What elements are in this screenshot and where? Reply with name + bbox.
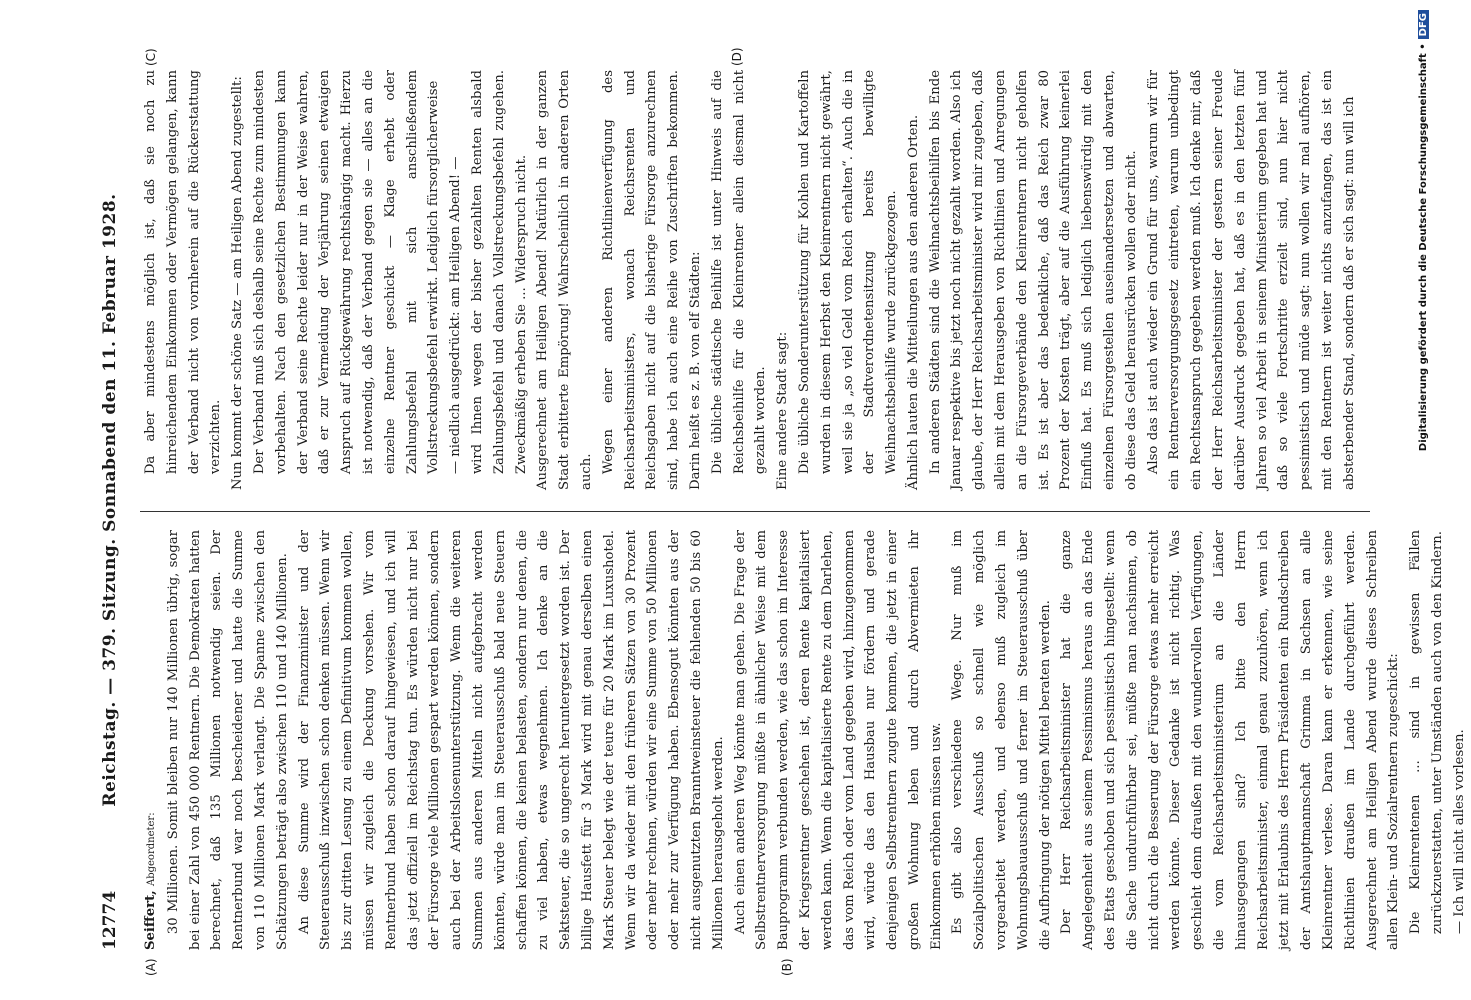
right-column [140,70,1370,490]
funding-note [1418,10,1432,990]
column-divider [140,511,1370,512]
quote-paragraph: wird Ihnen wegen der bisher gezahlten Renten alsbald Zahlungsbefehl und danach Vollstreckungsbefehl zugehen. Zweckmäßig erheben Sie ... Widerspruch nicht. [469,70,529,475]
speaker-name: Seiffert, [143,890,158,950]
dfg-logo: DFG [1418,10,1429,39]
paragraph: An diese Summe wird der Finanzminister und der Steuerausschuß inzwischen schon denken müssen. Wenn wir bis zur dritten Lesung zu einem Definitivum kommen wollen, müssen wir zugleich die Deckung vorsehen. Wir vom Rentnerbund haben schon darauf hingewiesen, und ich will das jetzt offiziell im Reichstag tun. Es würden nicht nur bei der Fürsorge viele Millionen gespart werden können, sondern auch bei der Arbeitslosenunterstützung. Wenn die weiteren Summen aus anderen Mitteln nicht aufgebracht werden könnten, würde man im Steuerausschuß bald neue Steuern schaffen können, die keinen belasten, sondern nur denen, die zu viel haben, etwas wegnehmen. Ich denke an die Sektsteuer, die so ungerecht heruntergesetzt worden ist. Der billige Hausfett für 3 Mark wird mit genau derselben einen Mark Steuer belegt wie der teure für 20 Mark im Luxushotel. Wenn wir da wieder mit den früheren Sätzen von 30 Prozent oder mehr rechnen, würden wir eine Summe von 50 Millionen oder mehr zur Verfügung haben. Ebensogut könnten aus der nicht ausgenutzten Branntweinsteuer die fehlenden 50 bis 60 Millionen herausgeholt werden. [296,530,726,950]
paragraph: — niedlich ausgedrückt: am Heiligen Abend! — [448,156,464,475]
quote-paragraph: Die Kleinrentenen ... sind in gewissen Fällen zurückzuerstatten, unter Umständen auch von den Kindern. [1408,530,1446,935]
paragraph: — Ich will nicht alles vorlesen. [1451,729,1467,935]
funding-note-text: Digitalisierung gefördert durch die Deutsche Forschungsgemeinschaft • [1418,43,1429,452]
paragraph: Eine andere Stadt sagt: [775,331,791,490]
paragraph: Ähnlich lauten die Mitteilungen aus den anderen Orten. [905,114,921,490]
page-number: 12774 [100,890,120,950]
paragraph: Auch einen anderen Weg könnte man gehen. Die Frage der Selbstrentnerversorgung müßte in ähnlicher Weise mit dem Bauprogramm verbunden werden, wie das schon im Interesse der Kriegsrentner geschehen ist, deren Rente kapitalisiert werden kann. Wenn die kapitalisierte Rente zu dem Darlehen, das vom Reich oder vom Land gegeben wird, hinzugenommen wird, würde das den Hausbau nur fördern und gerade denjenigen Selbstrentnern zugute kommen, die jetzt in einer großen Wohnung leben und durch Abvermieten ihr Einkommen erhöhen müssen usw. [732,530,944,950]
page-title: Reichstag. — 379. Sitzung. Sonnabend den 11. Februar 1928. [100,193,120,807]
quote-paragraph: Da aber mindestens möglich ist, daß sie noch zu hinreichendem Einkommen oder Vermögen gelangen, kann der Verband nicht von vornherein auf die Rückerstattung verzichten. [143,70,224,475]
paragraph: Ausgerechnet am Heiligen Abend! Natürlich in der ganzen Stadt erbitterte Empörung! Wahrscheinlich in anderen Orten auch. [535,70,594,490]
quote-paragraph: Die übliche städtische Beihilfe ist unter Hinweis auf die Reichsbeihilfe für die Kleinrentner allein diesmal nicht gezahlt worden. [709,70,769,475]
margin-mark-b: (B) [780,958,794,976]
page-header [90,50,132,950]
paragraph: Es gibt also verschiedene Wege. Nur muß im Sozialpolitischen Ausschuß so schnell wie möglich vorgearbeitet werden, und ebenso muß zugleich im Wohnungsbauausschuß und ferner im Steuerausschuß über die Aufbringung der nötigen Mittel beraten werden. [950,530,1053,950]
paragraph: In anderen Städten sind die Weihnachtsbeihilfen bis Ende Januar respektive bis jetzt noch nicht gezahlt worden. Also ich glaube, der Herr Reichsarbeitsminister wird mir zugeben, daß allein mit dem Herausgeben von Richtlinien und Anregungen an die Fürsorgeverbände den Kleinrentnern nicht geholfen ist. Es ist aber das bedenkliche, daß das Reich zwar 80 Prozent der Kosten trägt, aber auf die Ausführung keinerlei Einfluß hat. Es muß sich lediglich liebenswürdig mit den einzelnen Fürsorgestellen auseinandersetzen und abwarten, ob diese das Geld herausrücken wollen oder nicht. [927,70,1139,490]
left-column [140,530,1467,950]
speaker-note: Abgeordneter: [146,812,157,887]
paragraph: 30 Millionen. Somit bleiben nur 140 Millionen übrig, sogar bei einer Zahl von 450 000 Rentnern. Die Demokraten hatten berechnet, daß 135 Millionen notwendig seien. Der Rentnerbund war noch bescheidener und hatte die Summe von 110 Millionen Mark verlangt. Die Spanne zwischen den Schätzungen beträgt also zwischen 110 und 140 Millionen. [165,530,290,950]
margin-mark-a: (A) [144,958,158,976]
paragraph: Nun kommt der schöne Satz — am Heiligen Abend zugestellt: [230,76,246,490]
margin-mark-c: (C) [144,48,158,66]
quote-paragraph: Die übliche Sonderunterstützung für Kohlen und Kartoffeln wurden in diesem Herbst den Kleinrentnern nicht gewährt, weil sie ja „so viel Geld vom Reich erhalten“. Auch die in der Stadtverordnetensitzung bereits bewilligte Weihnachtsbeihilfe wurde zurückgezogen. [796,70,900,475]
paragraph: Also das ist auch wieder ein Grund für uns, warum wir für ein Rentnerversorgungsgesetz eintreten, warum unbedingt ein Rechtsanspruch gegeben werden muß. Ich denke mir, daß der Herr Reichsarbeitsminister der gestern seiner Freude darüber Ausdruck gegeben hat, daß es in den letzten fünf Jahren so viel Arbeit in seinem Ministerium gegeben hat und daß so viele Fortschritte erzielt sind, nun hier nicht pessimistisch und müde sagt: nun wollen wir mal aufhören, mit den Rentnern ist weiter nichts anzufangen, das ist ein absterbender Stand, sondern daß er sich sagt: nun will ich [1145,70,1357,490]
paragraph: Der Herr Reichsarbeitsminister hat die ganze Angelegenheit aus seinem Pessimismus heraus an das Ende des Etats geschoben und sich pessimistisch hingestellt: wenn die Sache undurchführbar sei, müßte man nachsinnen, ob nicht durch die Besserung der Fürsorge etwas mehr erreicht werden könnte. Dieser Gedanke ist nicht richtig. Was geschieht denn draußen mit den wundervollen Verfügungen, die vom Reichsarbeitsministerium an die Länder hinausgegangen sind? Ich bitte den Herrn Reichsarbeitsminister, einmal genau zuzuhören, wenn ich jetzt mit Erlaubnis des Herrn Präsidenten ein Rundschreiben der Amtshauptmannschaft Grimma in Sachsen an alle Kleinrentner verlese. Daran kann er erkennen, wie seine Richtlinien draußen im Lande durchgeführt werden. Ausgerechnet am Heiligen Abend wurde dieses Schreiben allen Klein- und Sozialrentnern zugeschickt: [1059,530,1402,950]
paragraph: Wegen einer anderen Richtlinienverfügung des Reichsarbeitsministers, wonach Reichsrenten und Reichsgaben nicht auf die bisherige Fürsorge anzurechnen sind, habe ich auch eine Reihe von Zuschriften bekommen. Darin heißt es z. B. von elf Städten: [600,70,703,490]
speaker-line [140,530,163,950]
margin-mark-d: (D) [730,47,744,66]
quote-paragraph: Der Verband muß sich deshalb seine Rechte zum mindesten vorbehalten. Nach den gesetzlichen Bestimmungen kann der Verband seine Rechte leider nur in der Weise wahren, daß er zur Vermeidung der Verjährung seinen etwaigen Anspruch auf Rückgewährung rechtshängig macht. Hierzu ist notwendig, daß der Verband gegen sie — alles an die einzelne Rentner geschickt — Klage erhebt oder Zahlungsbefehl mit sich anschließendem Vollstreckungsbefehl erwirkt. Lediglich fürsorglicherweise [251,70,442,475]
